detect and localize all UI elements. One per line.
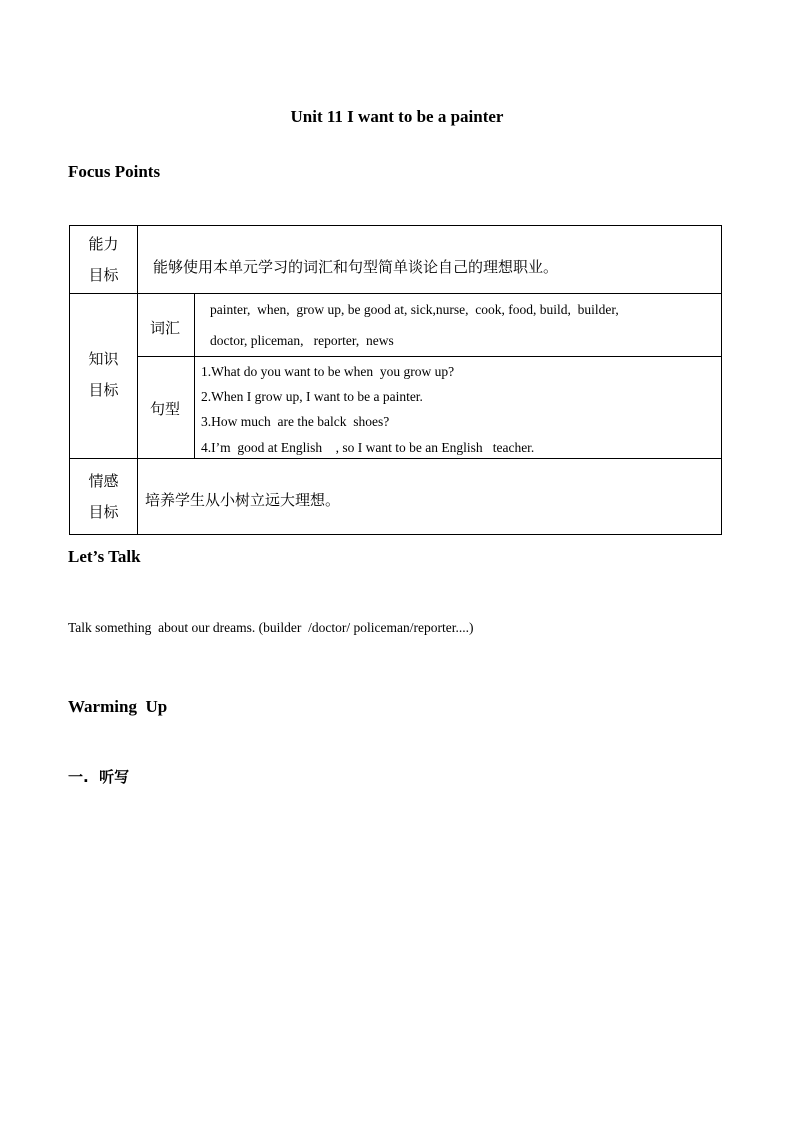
knowledge-label xyxy=(70,344,137,406)
knowledge-label-line2: 目标 xyxy=(88,381,119,399)
focus-points-table xyxy=(69,225,722,535)
sentence-line: 2.When I grow up, I want to be a painter. xyxy=(201,389,423,404)
lets-talk-heading: Let’s Talk xyxy=(68,547,141,566)
ability-content: 能够使用本单元学习的词汇和句型简单谈论自己的理想职业。 xyxy=(153,258,559,276)
dictation-heading: 一. 听写 xyxy=(68,768,130,786)
vocab-line-1: painter, when, grow up, be good at, sick,nurse, cook, food, build, builder, xyxy=(210,302,619,317)
row-divider xyxy=(70,293,721,294)
row-divider xyxy=(70,458,721,459)
column-divider xyxy=(194,293,195,458)
sentence-line: 4.I’m good at English , so I want to be an English teacher. xyxy=(201,440,535,455)
row-divider xyxy=(138,356,721,357)
vocab-label: 词汇 xyxy=(150,319,181,337)
document-title: Unit 11 I want to be a painter xyxy=(290,107,504,126)
sentence-line: 3.How much are the balck shoes? xyxy=(201,414,390,429)
emotion-label-line1: 情感 xyxy=(88,472,119,490)
warming-up-heading: Warming Up xyxy=(68,697,168,716)
knowledge-label-line1: 知识 xyxy=(88,350,119,368)
column-divider xyxy=(137,226,138,534)
ability-label-line1: 能力 xyxy=(88,235,119,253)
sentence-line: 1.What do you want to be when you grow up? xyxy=(201,364,455,379)
focus-points-heading: Focus Points xyxy=(68,162,161,181)
emotion-label xyxy=(70,466,137,528)
ability-label-line2: 目标 xyxy=(88,266,119,284)
vocab-line-2: doctor, pliceman, reporter, news xyxy=(210,333,394,348)
sentence-label: 句型 xyxy=(150,400,181,418)
ability-label xyxy=(70,229,137,291)
emotion-label-line2: 目标 xyxy=(88,503,119,521)
talk-prompt: Talk something about our dreams. (builder /doctor/ policeman/reporter....) xyxy=(68,620,474,635)
emotion-content: 培养学生从小树立远大理想。 xyxy=(145,491,341,509)
